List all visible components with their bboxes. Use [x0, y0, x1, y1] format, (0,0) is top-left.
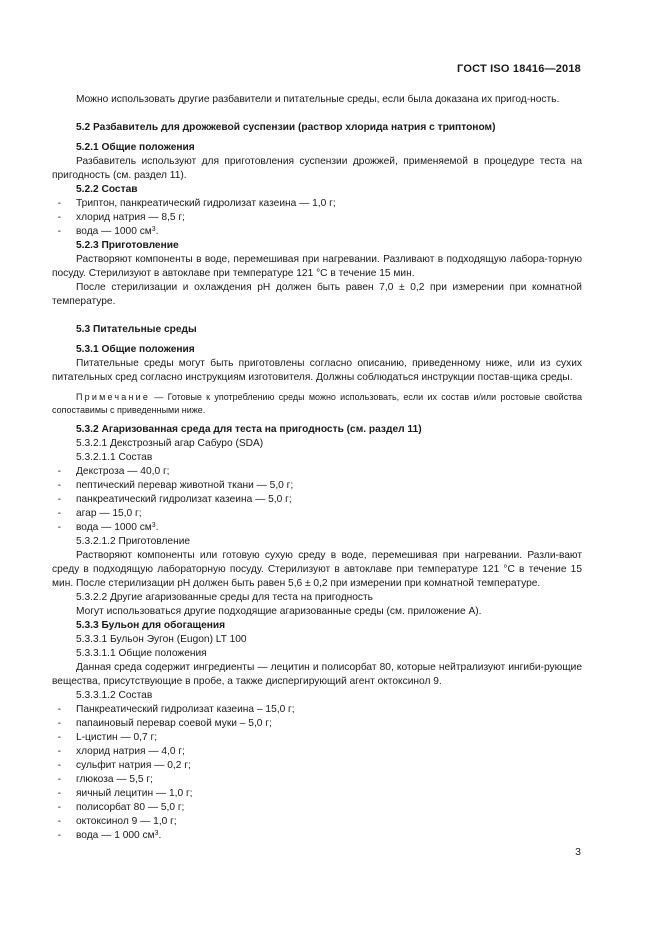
- list-item: - Панкреатический гидролизат казеина – 15,0 г;: [52, 704, 295, 715]
- list-item: - яичный лецитин — 1,0 г;: [52, 788, 193, 799]
- intro-paragraph: [52, 93, 582, 107]
- list-item: - пептический перевар животной ткани — 5,0 г;: [52, 480, 294, 491]
- list-item: - глюкоза — 5,5 г;: [52, 774, 153, 785]
- section-5-2-title: 5.2 Разбавитель для дрожжевой суспензии (раствор хлорида натрия с триптоном): [76, 122, 496, 133]
- section-5-3-3-1-1-title: 5.3.3.1.1 Общие положения: [76, 648, 207, 659]
- list-item: - хлорид натрия — 8,5 г;: [52, 212, 185, 223]
- list-item: - октоксинол 9 — 1,0 г;: [52, 816, 177, 827]
- list-item: - Декстроза — 40,0 г;: [52, 466, 170, 477]
- list-item: - вода — 1000 $см^3$.: [52, 522, 159, 533]
- list-item: - папаиновый перевар соевой муки – 5,0 г;: [52, 718, 272, 729]
- list-item: - полисорбат 80 — 5,0 г;: [52, 802, 185, 813]
- note-label: Примечание: [76, 392, 151, 402]
- section-5-3-3-title: 5.3.3 Бульон для обогащения: [76, 620, 226, 631]
- section-5-3-3-1-1-text: Данная среда содержит ингредиенты — лецитин и полисорбат 80, которые нейтрализуют ингиби-рующие вещества, присутствующие в пробе, а также диспергирующий агент октоксинол 9.: [52, 662, 582, 687]
- section-5-3-title: 5.3 Питательные среды: [76, 324, 197, 335]
- page-number: 3: [575, 846, 581, 858]
- list-item: - вода — 1 000 $см^3$.: [52, 830, 162, 841]
- section-5-3-2-1-title: 5.3.2.1 Декстрозный агар Сабуро (SDA): [76, 438, 264, 449]
- list-item: - Триптон, панкреатический гидролизат казеина — 1,0 г;: [52, 198, 336, 209]
- section-5-3-3-1-title: 5.3.3.1 Бульон Эугон (Eugon) LT 100: [76, 634, 247, 645]
- list-item: - хлорид натрия — 4,0 г;: [52, 746, 185, 757]
- section-5-2-2-title: 5.2.2 Состав: [76, 184, 138, 195]
- section-5-3-2-1-1-title: 5.3.2.1.1 Состав: [76, 452, 153, 463]
- list-item: - сульфит натрия — 0,2 г;: [52, 760, 191, 771]
- list-item: - агар — 15,0 г;: [52, 508, 142, 519]
- section-5-3-2-1-2-title: 5.3.2.1.2 Приготовление: [76, 536, 191, 547]
- document-body: [52, 93, 582, 843]
- intro-text: Можно использовать другие разбавители и питательные среды, если была доказана их пригод-ность.: [76, 94, 560, 105]
- section-5-3-2-1-2-text: Растворяют компоненты или готовую сухую среду в воде, перемешивая при нагревании. Разли-вают среду в подходящую лабораторную посуду. Стерилизуют в автоклаве при температуре 121 °С в течение 15 мин. После стерилизации pH должен быть равен 5,6 ± 0,2 при измерении при комнатной температуре.: [52, 550, 582, 589]
- section-5-3-2-title: 5.3.2 Агаризованная среда для теста на пригодность (см. раздел 11): [76, 424, 422, 435]
- section-5-3-3-1-2-title: 5.3.3.1.2 Состав: [76, 690, 153, 701]
- standard-header: ГОСТ ISO 18416—2018: [457, 63, 581, 75]
- section-5-2-3-text-2: После стерилизации и охлаждения pH должен быть равен 7,0 ± 0,2 при измерении при комнатной температуре.: [52, 282, 582, 307]
- list-item: - L-цистин — 0,7 г;: [52, 732, 158, 743]
- note-text: — Готовые к употреблению среды можно использовать, если их состав и/или ростовые свойства сопоставимы с приведенными ниже.: [52, 392, 582, 415]
- section-5-2-1-text: Разбавитель используют для приготовления суспензии дрожжей, применяемой в процедуре теста на пригодность (см. раздел 11).: [52, 156, 582, 181]
- section-5-3-2-2-text: Могут использоваться другие подходящие агаризованные среды (см. приложение А).: [76, 606, 482, 617]
- list-item: - вода — 1000 $см^3$.: [52, 226, 159, 237]
- section-5-3-1-text: Питательные среды могут быть приготовлены согласно описанию, приведенному ниже, или из сухих питательных сред согласно инструкциям изготовителя. Должны соблюдаться инструкции постав-щика среды.: [52, 358, 582, 383]
- section-5-3-2-2-title: 5.3.2.2 Другие агаризованные среды для теста на пригодность: [76, 592, 373, 603]
- section-5-2-3-title: 5.2.3 Приготовление: [76, 240, 179, 251]
- list-item: - панкреатический гидролизат казеина — 5,0 г;: [52, 494, 292, 505]
- section-5-2-1-title: 5.2.1 Общие положения: [76, 142, 195, 153]
- section-5-3-1-title: 5.3.1 Общие положения: [76, 344, 195, 355]
- section-5-2-3-text-1: Растворяют компоненты в воде, перемешивая при нагревании. Разливают в подходящую лабора-торную посуду. Стерилизуют в автоклаве при температуре 121 °С в течение 15 мин.: [52, 254, 582, 279]
- note: [52, 391, 582, 417]
